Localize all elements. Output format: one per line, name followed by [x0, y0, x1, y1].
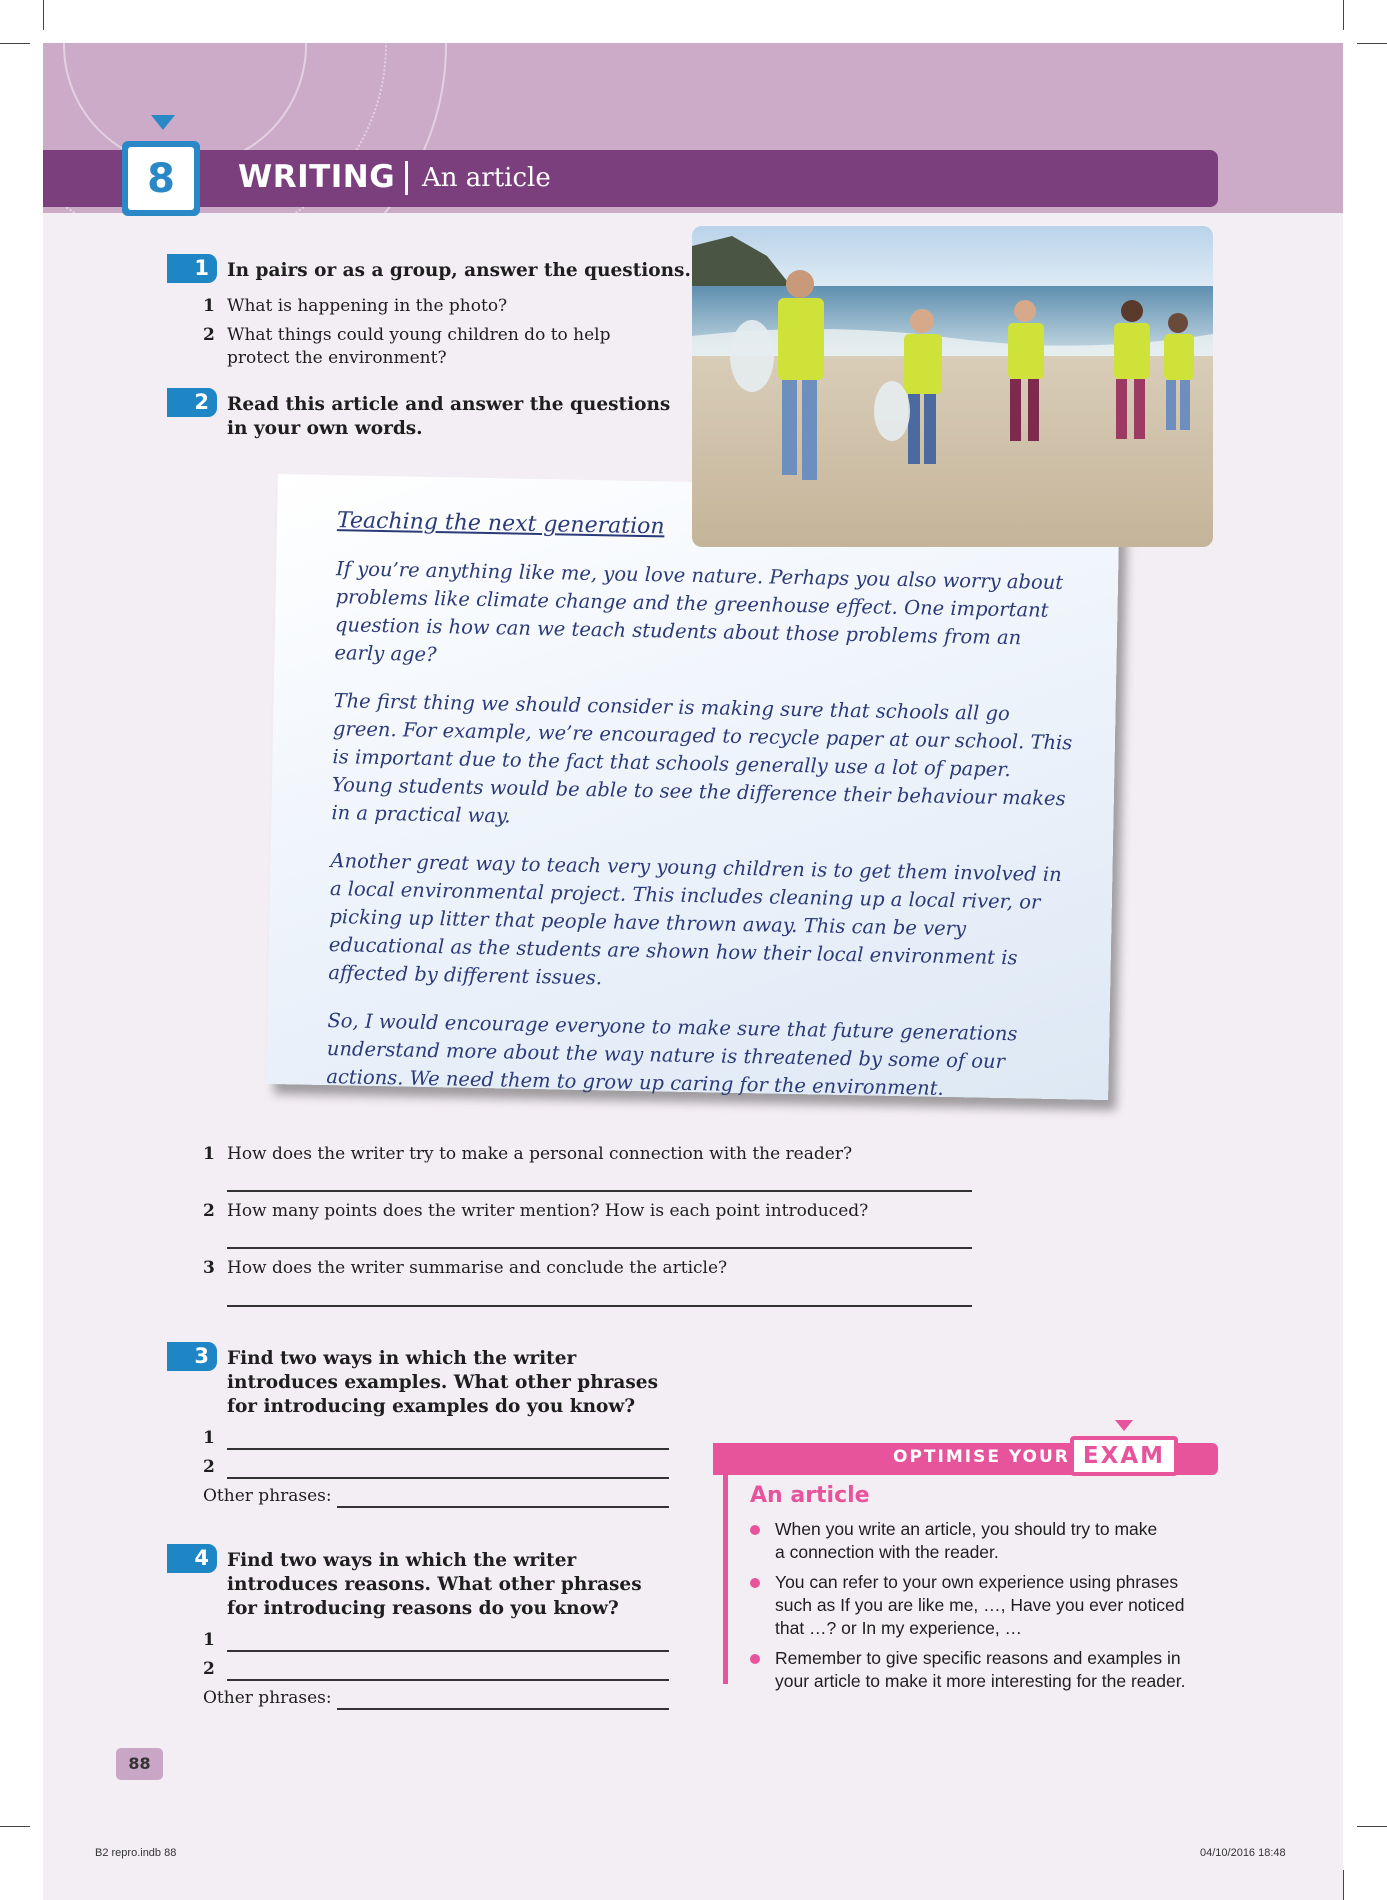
exam-tip-exam-label: EXAM — [1070, 1436, 1178, 1476]
exam-tip-optimise-label: OPTIMISE YOUR — [893, 1447, 1070, 1467]
exercise-4-other-label: Other phrases: — [203, 1688, 332, 1708]
exercise-1-item-2: 2 What things could young children do to help protect the environment? — [203, 325, 611, 368]
exercise-4-instruction-line-2: introduces reasons. What other phrases — [227, 1574, 642, 1595]
page-number: 88 — [116, 1748, 163, 1780]
answer-line-3[interactable] — [227, 1305, 972, 1307]
exercise-3-answer-line-1[interactable] — [227, 1448, 669, 1450]
crop-mark — [1357, 43, 1387, 44]
answer-line-2[interactable] — [227, 1247, 972, 1249]
exercise-3-line-2-label: 2 — [203, 1457, 215, 1477]
exercise-2-badge: 2 — [167, 388, 217, 417]
exam-tip-bullet-3: Remember to give specific reasons and examples in your article to make it more interesting for the reader. — [750, 1647, 1230, 1693]
article-text — [326, 507, 1077, 1125]
exercise-3-other-line[interactable] — [337, 1506, 669, 1508]
exam-marker-icon — [1115, 1420, 1133, 1431]
exercise-4-line-2-label: 2 — [203, 1659, 215, 1679]
footer-timestamp: 04/10/2016 18:48 — [1200, 1847, 1286, 1859]
article-card — [266, 474, 1120, 1100]
crop-mark — [1343, 1870, 1344, 1900]
exercise-3-instruction-line-1: Find two ways in which the writer — [227, 1348, 577, 1369]
exercise-4-badge: 4 — [167, 1544, 217, 1573]
beach-cleanup-photo — [692, 226, 1213, 547]
article-paragraph-2: The first thing we should consider is making sure that schools all go green. For example, we’re encouraged to recycle paper at our school. This is important due to the fact that schools generally use a lot of paper. Young students would be able to see the difference their behaviour makes in a practical way. — [331, 689, 1073, 828]
exercise-3-line-1-label: 1 — [203, 1428, 215, 1448]
exercise-3-answer-line-2[interactable] — [227, 1477, 669, 1479]
exam-tip-heading: An article — [750, 1483, 870, 1508]
section-title: WRITING — [238, 159, 396, 195]
crop-mark — [0, 1826, 30, 1827]
exam-tip-bullet-1: When you write an article, you should try to make a connection with the reader. — [750, 1518, 1230, 1564]
exercise-2-instruction-line-2: in your own words. — [227, 418, 423, 439]
header-bar — [43, 150, 1218, 207]
title-divider — [405, 161, 408, 195]
crop-mark — [1343, 0, 1344, 30]
section-subtitle: An article — [422, 163, 551, 193]
bullet-dot-icon — [750, 1578, 760, 1588]
exercise-2-instruction-line-1: Read this article and answer the questions — [227, 394, 671, 415]
crop-mark — [43, 0, 44, 30]
article-title: Teaching the next generation — [336, 508, 665, 540]
exercise-4-answer-line-2[interactable] — [227, 1679, 669, 1681]
exercise-4-instruction-line-1: Find two ways in which the writer — [227, 1550, 577, 1571]
crop-mark — [0, 43, 30, 44]
answer-line-1[interactable] — [227, 1190, 972, 1192]
article-paragraph-1: If you’re anything like me, you love nature. Perhaps you also worry about problems like climate change and the greenhouse effect. One important question is how can we teach students about those problems from an early age? — [334, 557, 1064, 667]
bullet-dot-icon — [750, 1525, 760, 1535]
exercise-3-instruction-line-2: introduces examples. What other phrases — [227, 1372, 658, 1393]
crop-mark — [1357, 1826, 1387, 1827]
unit-marker-icon — [151, 115, 175, 130]
exercise-1-badge: 1 — [167, 254, 217, 283]
footer-file-info: B2 repro.indb 88 — [95, 1847, 177, 1859]
exercise-4-answer-line-1[interactable] — [227, 1650, 669, 1652]
exercise-4-other-line[interactable] — [337, 1708, 669, 1710]
exercise-3-other-label: Other phrases: — [203, 1486, 332, 1506]
exercise-4-instruction-line-3: for introducing reasons do you know? — [227, 1598, 619, 1619]
bullet-dot-icon — [750, 1654, 760, 1664]
unit-number: 8 — [128, 147, 194, 210]
exam-tip-rule — [723, 1470, 728, 1684]
exercise-4-line-1-label: 1 — [203, 1630, 215, 1650]
exam-tip-bullet-2: You can refer to your own experience using phrases such as If you are like me, …, Have you ever noticed that …? or In my experience, … — [750, 1571, 1230, 1640]
exercise-3-badge: 3 — [167, 1342, 217, 1371]
article-paragraph-3: Another great way to teach very young children is to get them involved in a local environmental project. This includes cleaning up a local river, or picking up litter that people have thrown away. This can be very educational as the students are shown how their local environment is affected by different issues. — [328, 849, 1062, 990]
unit-number-box — [122, 141, 200, 216]
exercise-3-instruction-line-3: for introducing examples do you know? — [227, 1396, 636, 1417]
exercise-1-instruction: In pairs or as a group, answer the questions. — [227, 260, 691, 281]
article-paragraph-4: So, I would encourage everyone to make sure that future generations understand more about the way nature is threatened by some of our actions. We need them to grow up caring for the environment. — [326, 1009, 1018, 1100]
